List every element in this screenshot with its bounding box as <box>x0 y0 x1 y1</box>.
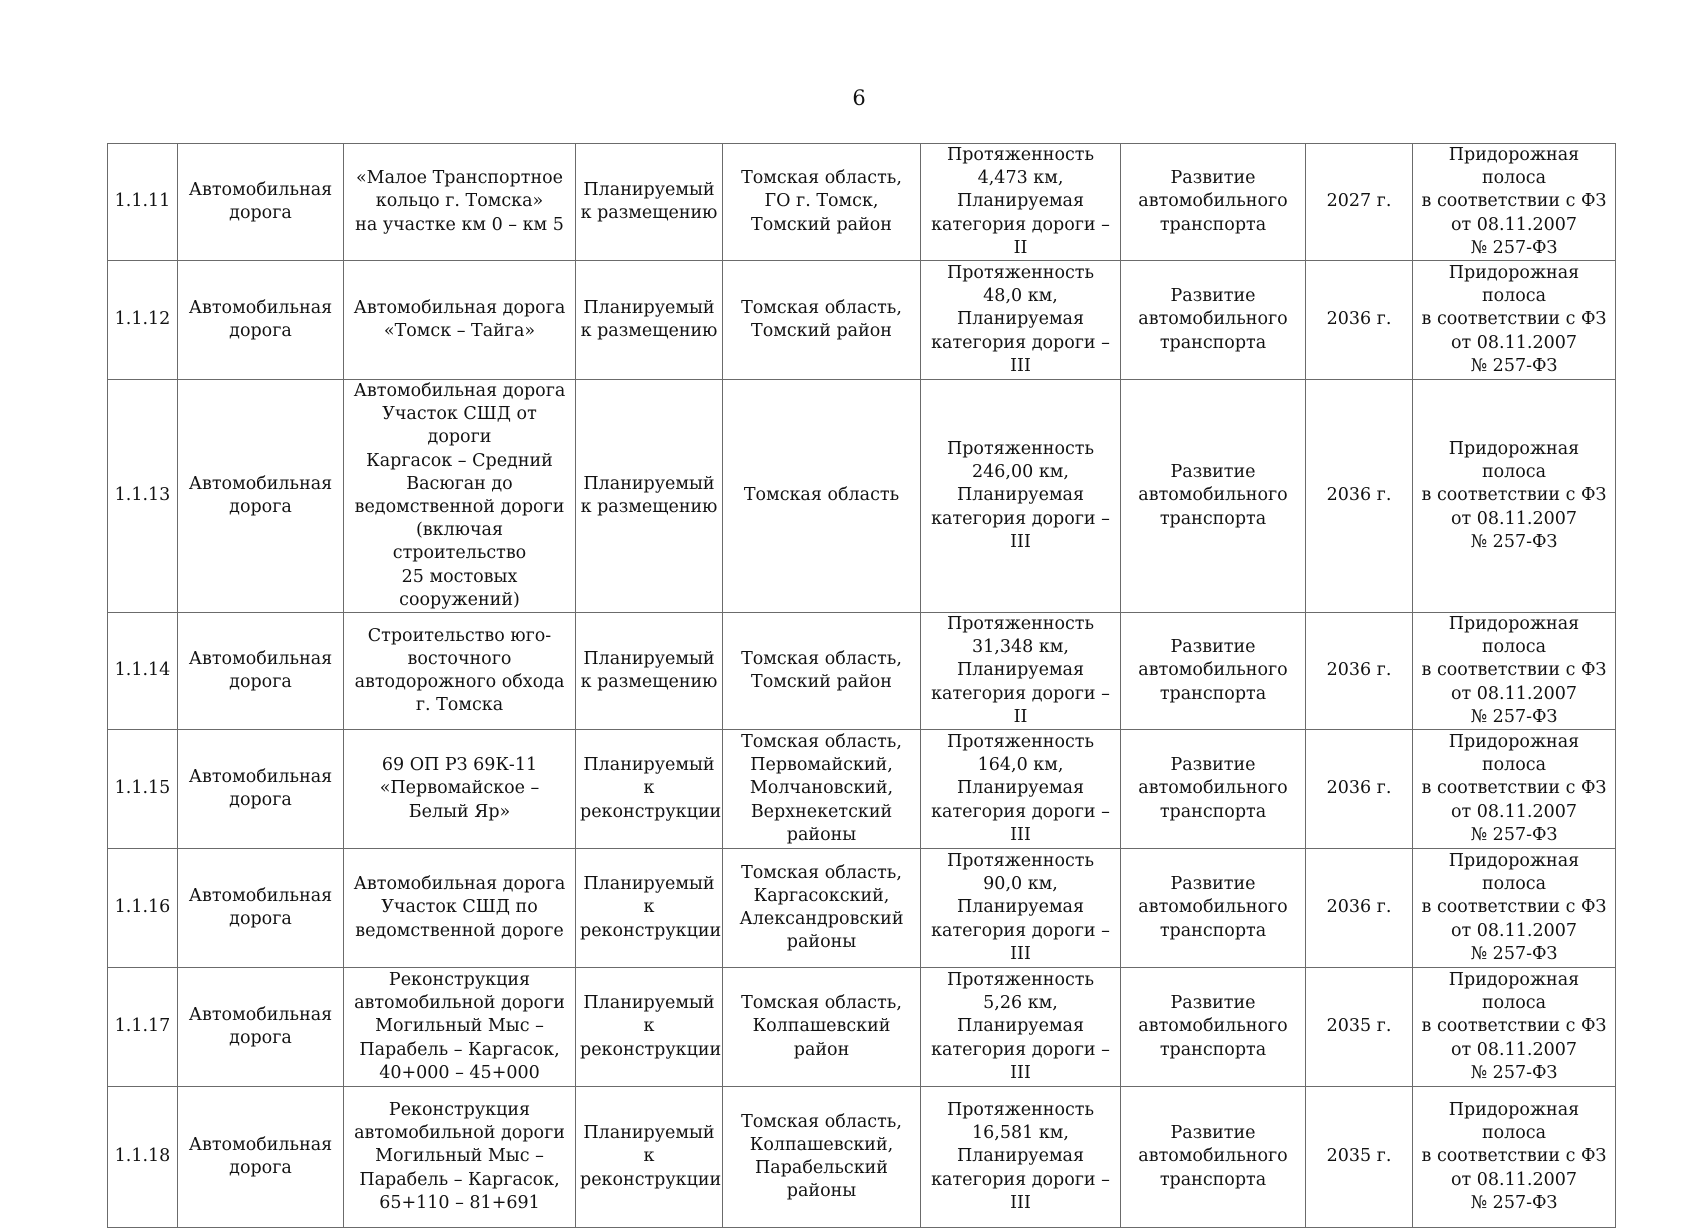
cell-object-type-text: Автомобильная дорога <box>188 648 333 693</box>
cell-characteristics-text: Протяженность 5,26 км, Планируемая категория дороги – III <box>931 970 1110 1083</box>
cell-object-type-text: Автомобильная дорога <box>188 473 333 518</box>
cell-characteristics-text: Протяженность 4,473 км, Планируемая категория дороги – II <box>931 145 1110 258</box>
cell-object-name <box>344 613 576 730</box>
cell-characteristics <box>921 380 1121 613</box>
cell-object-name-text: 69 ОП РЗ 69К-11 «Первомайское – Белый Яр» <box>379 755 540 822</box>
cell-zone <box>1413 613 1616 730</box>
cell-status <box>576 613 723 730</box>
cell-zone-text: Придорожная полоса в соответствии с ФЗ от 08.11.2007 № 257-ФЗ <box>1421 263 1607 376</box>
cell-status-text: Планируемый к размещению <box>580 179 718 223</box>
table-row <box>108 144 1616 261</box>
cell-object-name-text: Строительство юго- восточного автодорожного обхода г. Томска <box>354 625 565 716</box>
cell-purpose <box>1121 380 1306 613</box>
cell-number-text: 1.1.11 <box>114 191 171 212</box>
cell-characteristics-text: Протяженность 48,0 км, Планируемая категория дороги – III <box>931 263 1110 376</box>
cell-year-text: 2036 г. <box>1326 485 1392 506</box>
cell-number-text: 1.1.15 <box>114 778 171 799</box>
cell-number <box>108 1087 178 1228</box>
cell-year <box>1306 144 1413 261</box>
cell-status-text: Планируемый к реконструкции <box>580 993 722 1060</box>
cell-status <box>576 968 723 1087</box>
table-row <box>108 613 1616 730</box>
cell-zone <box>1413 968 1616 1087</box>
cell-characteristics-text: Протяженность 246,00 км, Планируемая категория дороги – III <box>931 439 1110 552</box>
cell-object-name-text: «Малое Транспортное кольцо г. Томска» на участке км 0 – км 5 <box>355 168 564 235</box>
cell-characteristics <box>921 261 1121 380</box>
cell-purpose <box>1121 613 1306 730</box>
table-row <box>108 261 1616 380</box>
cell-object-type-text: Автомобильная дорога <box>188 766 333 811</box>
cell-object-type <box>178 849 344 968</box>
cell-object-type-text: Автомобильная дорога <box>188 179 333 223</box>
page-number: 6 <box>852 86 866 110</box>
cell-number-text: 1.1.12 <box>114 309 171 330</box>
cell-object-type <box>178 730 344 849</box>
cell-location <box>723 968 921 1087</box>
objects-table <box>107 143 1616 1228</box>
table-row <box>108 968 1616 1087</box>
table-row <box>108 380 1616 613</box>
cell-number <box>108 849 178 968</box>
cell-zone-text: Придорожная полоса в соответствии с ФЗ от 08.11.2007 № 257-ФЗ <box>1421 439 1607 552</box>
cell-location <box>723 261 921 380</box>
cell-number <box>108 730 178 849</box>
cell-object-name <box>344 730 576 849</box>
cell-location <box>723 144 921 261</box>
cell-location <box>723 730 921 849</box>
cell-purpose <box>1121 1087 1306 1228</box>
cell-characteristics-text: Протяженность 31,348 км, Планируемая категория дороги – II <box>931 614 1110 727</box>
cell-characteristics-text: Протяженность 16,581 км, Планируемая категория дороги – III <box>931 1100 1110 1213</box>
cell-object-name-text: Реконструкция автомобильной дороги Могильный Мыс – Парабель – Каргасок, 40+000 – 45+000 <box>354 970 565 1083</box>
cell-number <box>108 968 178 1087</box>
cell-purpose-text: Развитие автомобильного транспорта <box>1138 462 1288 529</box>
cell-object-type-text: Автомобильная дорога <box>188 297 333 342</box>
cell-number <box>108 261 178 380</box>
cell-location-text: Томская область, Томский район <box>741 297 902 342</box>
cell-object-type <box>178 380 344 613</box>
cell-year <box>1306 730 1413 849</box>
cell-status-text: Планируемый к реконструкции <box>580 755 722 822</box>
cell-number <box>108 144 178 261</box>
cell-year-text: 2035 г. <box>1326 1016 1392 1037</box>
cell-object-type <box>178 261 344 380</box>
cell-zone-text: Придорожная полоса в соответствии с ФЗ от 08.11.2007 № 257-ФЗ <box>1421 1100 1607 1213</box>
cell-zone-text: Придорожная полоса в соответствии с ФЗ от 08.11.2007 № 257-ФЗ <box>1421 970 1607 1083</box>
cell-number <box>108 613 178 730</box>
cell-location <box>723 1087 921 1228</box>
cell-location <box>723 613 921 730</box>
cell-object-name-text: Автомобильная дорога «Томск – Тайга» <box>353 297 566 342</box>
cell-number-text: 1.1.14 <box>114 660 171 681</box>
cell-purpose-text: Развитие автомобильного транспорта <box>1138 755 1288 822</box>
cell-object-name-text: Автомобильная дорога Участок СШД от дороги Каргасок – Средний Васюган до ведомственной дороги (включая строительство 25 мостовых сооружений) <box>353 381 566 610</box>
cell-purpose-text: Развитие автомобильного транспорта <box>1138 286 1288 353</box>
cell-year <box>1306 968 1413 1087</box>
cell-location-text: Томская область, Первомайский, Молчановский, Верхнекетский районы <box>741 732 902 845</box>
cell-year-text: 2036 г. <box>1326 660 1392 681</box>
cell-object-type <box>178 613 344 730</box>
cell-year <box>1306 849 1413 968</box>
cell-zone-text: Придорожная полоса в соответствии с ФЗ от 08.11.2007 № 257-ФЗ <box>1421 145 1607 258</box>
cell-status <box>576 1087 723 1228</box>
cell-object-name <box>344 261 576 380</box>
cell-characteristics <box>921 849 1121 968</box>
cell-year-text: 2035 г. <box>1326 1146 1392 1167</box>
cell-status-text: Планируемый к реконструкции <box>580 1123 722 1190</box>
cell-location <box>723 849 921 968</box>
cell-object-name <box>344 968 576 1087</box>
cell-object-type <box>178 144 344 261</box>
cell-purpose-text: Развитие автомобильного транспорта <box>1138 168 1288 235</box>
cell-object-name <box>344 849 576 968</box>
cell-status-text: Планируемый к размещению <box>580 648 718 693</box>
cell-characteristics <box>921 144 1121 261</box>
cell-status <box>576 380 723 613</box>
cell-year <box>1306 1087 1413 1228</box>
cell-status-text: Планируемый к реконструкции <box>580 874 722 941</box>
cell-year-text: 2036 г. <box>1326 778 1392 799</box>
cell-object-name <box>344 1087 576 1228</box>
cell-characteristics <box>921 730 1121 849</box>
cell-characteristics <box>921 968 1121 1087</box>
cell-zone <box>1413 380 1616 613</box>
cell-object-name <box>344 144 576 261</box>
cell-location-text: Томская область <box>743 485 900 506</box>
cell-year-text: 2027 г. <box>1326 191 1392 212</box>
cell-characteristics-text: Протяженность 164,0 км, Планируемая категория дороги – III <box>931 732 1110 845</box>
cell-zone-text: Придорожная полоса в соответствии с ФЗ от 08.11.2007 № 257-ФЗ <box>1421 851 1607 964</box>
cell-number <box>108 380 178 613</box>
table-row <box>108 1087 1616 1228</box>
cell-year-text: 2036 г. <box>1326 897 1392 918</box>
cell-location-text: Томская область, Томский район <box>741 648 902 693</box>
cell-purpose-text: Развитие автомобильного транспорта <box>1138 874 1288 941</box>
cell-purpose-text: Развитие автомобильного транспорта <box>1138 1123 1288 1190</box>
cell-object-name <box>344 380 576 613</box>
cell-status <box>576 144 723 261</box>
cell-status-text: Планируемый к размещению <box>580 297 718 342</box>
table-row <box>108 849 1616 968</box>
cell-number-text: 1.1.17 <box>114 1016 171 1037</box>
cell-location-text: Томская область, ГО г. Томск, Томский район <box>741 168 902 235</box>
cell-location-text: Томская область, Колпашевский, Парабельский районы <box>741 1111 902 1202</box>
cell-purpose <box>1121 849 1306 968</box>
cell-purpose <box>1121 261 1306 380</box>
cell-object-type <box>178 968 344 1087</box>
cell-status-text: Планируемый к размещению <box>580 473 718 518</box>
cell-object-name-text: Реконструкция автомобильной дороги Могильный Мыс – Парабель – Каргасок, 65+110 – 81+691 <box>354 1100 565 1213</box>
cell-purpose <box>1121 730 1306 849</box>
table-body <box>108 144 1616 1228</box>
cell-year-text: 2036 г. <box>1326 309 1392 330</box>
cell-location-text: Томская область, Каргасокский, Александровский районы <box>739 862 904 953</box>
cell-purpose <box>1121 968 1306 1087</box>
cell-zone <box>1413 730 1616 849</box>
cell-zone <box>1413 261 1616 380</box>
table-row <box>108 730 1616 849</box>
cell-object-name-text: Автомобильная дорога Участок СШД по ведомственной дороге <box>353 874 566 941</box>
cell-year <box>1306 261 1413 380</box>
cell-year <box>1306 613 1413 730</box>
cell-number-text: 1.1.16 <box>114 897 171 918</box>
cell-characteristics <box>921 1087 1121 1228</box>
cell-zone-text: Придорожная полоса в соответствии с ФЗ от 08.11.2007 № 257-ФЗ <box>1421 614 1607 727</box>
cell-zone <box>1413 1087 1616 1228</box>
cell-object-type-text: Автомобильная дорога <box>188 885 333 930</box>
cell-characteristics-text: Протяженность 90,0 км, Планируемая категория дороги – III <box>931 851 1110 964</box>
cell-zone-text: Придорожная полоса в соответствии с ФЗ от 08.11.2007 № 257-ФЗ <box>1421 732 1607 845</box>
cell-number-text: 1.1.18 <box>114 1146 171 1167</box>
cell-zone <box>1413 849 1616 968</box>
cell-object-type <box>178 1087 344 1228</box>
cell-year <box>1306 380 1413 613</box>
cell-zone <box>1413 144 1616 261</box>
cell-status <box>576 730 723 849</box>
cell-number-text: 1.1.13 <box>114 485 171 506</box>
cell-object-type-text: Автомобильная дорога <box>188 1004 333 1049</box>
cell-purpose-text: Развитие автомобильного транспорта <box>1138 637 1288 704</box>
cell-location-text: Томская область, Колпашевский район <box>741 993 902 1060</box>
cell-status <box>576 849 723 968</box>
cell-purpose-text: Развитие автомобильного транспорта <box>1138 993 1288 1060</box>
cell-purpose <box>1121 144 1306 261</box>
cell-characteristics <box>921 613 1121 730</box>
cell-object-type-text: Автомобильная дорога <box>188 1134 333 1179</box>
cell-location <box>723 380 921 613</box>
cell-status <box>576 261 723 380</box>
